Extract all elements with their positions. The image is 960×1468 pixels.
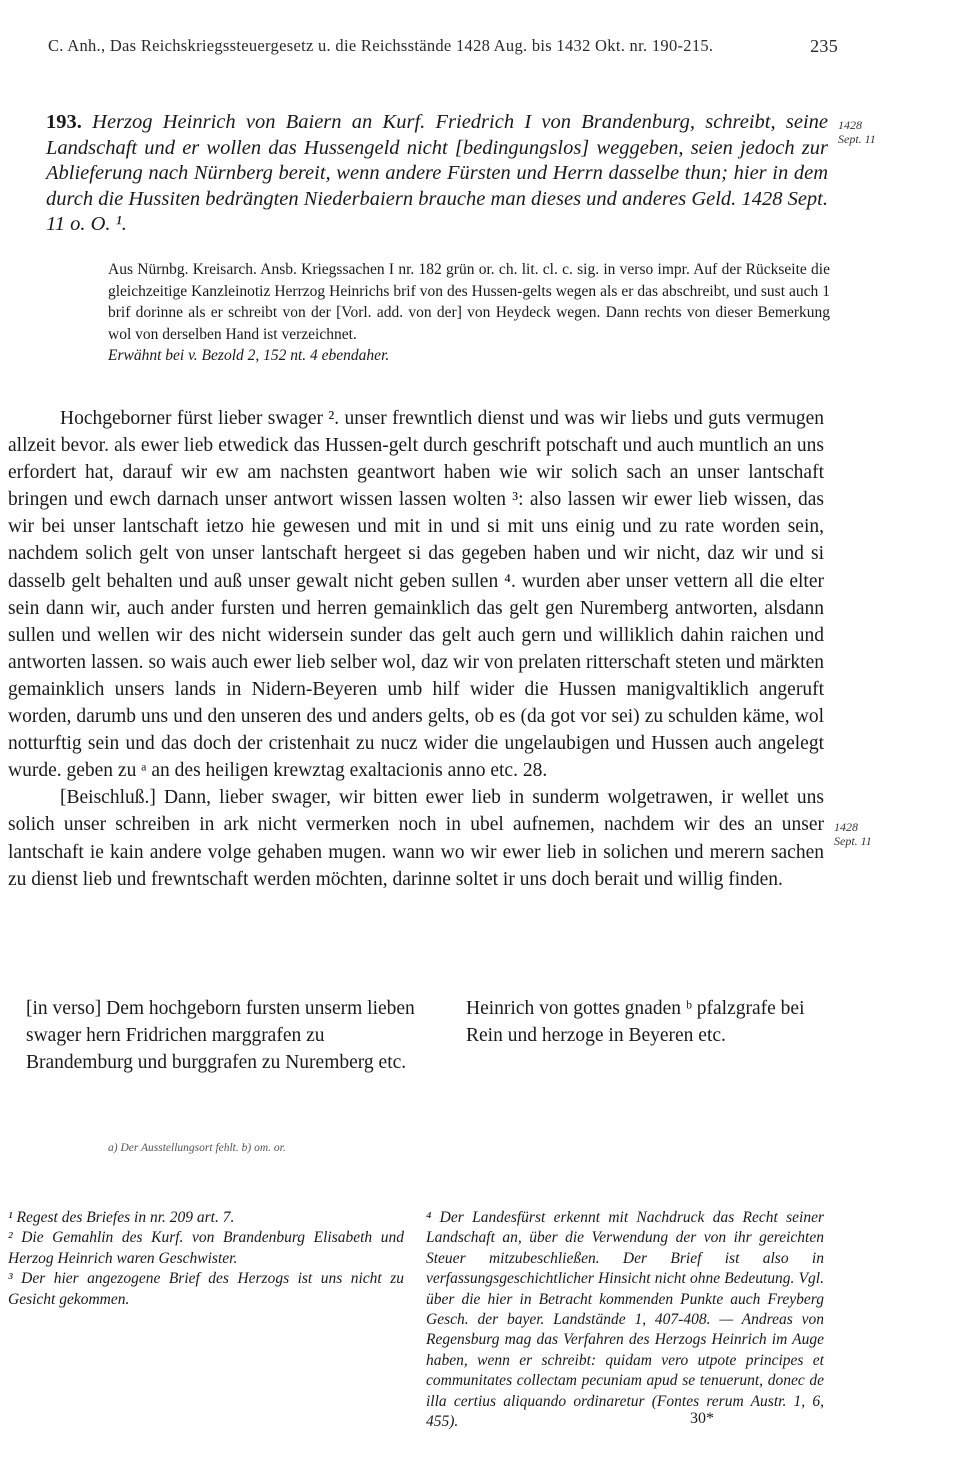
margin-date-top <box>838 118 876 146</box>
footnotes-left-column <box>8 1208 404 1310</box>
footnote-3: ³ Der hier angezogene Brief des Herzogs ist uns nicht zu Gesicht gekommen. <box>8 1270 404 1308</box>
footnotes-right-column <box>426 1208 824 1432</box>
page-number: 235 <box>810 36 838 56</box>
letter-paragraph-main: Hochgeborner fürst lieber swager ². unser frewntlich dienst und was wir liebs und guts vermugen allzeit bevor. als ewer lieb etwedick das Hussen-gelt durch geschrift potschaft und auch muntlich an uns erfordert hat, darauf wir ew am nachsten geantwort haben wie wir solich sach an unser lantschaft bringen und ewch darnach unser antwort wissen lassen wolten ³: also lassen wir ewer lieb wissen, das wir bei unser lantschaft ietzo hie gewesen und mit in und si mit uns einig und zu rate worden sein, nachdem solich gelt von unser lantschaft hergeet si das gegeben haben und wir nicht, daz wir und si dasselb gelt behalten und auß unser gewalt nicht geben sullen ⁴. wurden aber unser vettern all die elter sein dann wir, auch ander fursten und herren gemainklich das gelt gen Nuremberg antworten, alsdann sullen und wellen wir des nicht widersein sunder das gelt auch gern und williklich dahin raichen und antworten lassen. so wais auch ewer lieb selber wol, daz wir von prelaten ritterschaft steten und märkten gemainklich unsers lands in Nidern-Beyeren umb hilf wider die Hussen manigvaltiklich angeruft worden, darumb uns und den unseren des und anders gelts, ob es (da got vor sei) zu schulden käme, wol notturftig sein und das doch der cristenhait zu nucz wider die ungelaubigen und Hussen auch angelegt wurde. geben zu ᵃ an des heiligen krewztag exaltacionis anno etc. 28. <box>8 408 824 782</box>
running-head-text: C. Anh., Das Reichskriegssteuergesetz u. die Reichsstände 1428 Aug. bis 1432 Okt. nr. 190-215. <box>48 36 714 55</box>
letter-paragraph-postscript: [Beischluß.] Dann, lieber swager, wir bitten ewer lieb in sunderm wolgetrawen, ir wellet uns solich unser schreiben in ark nicht vermerken noch in ubel aufnemen, nachdem wir des an unser lantschaft ie kain andere volge gehaben mugen. wann wo wir ewer lieb in solichen und merern sachen zu dienst lieb und frewntschaft werden möchten, darinne soltet ir uns doch berait und willig finden. <box>8 787 824 890</box>
letter-body <box>8 405 824 893</box>
source-note-literature: Erwähnt bei v. Bezold 2, 152 nt. 4 ebendaher. <box>108 347 390 364</box>
regest-text: Herzog Heinrich von Baiern an Kurf. Friedrich I von Brandenburg, schreibt, seine Landschaft und er wollen das Hussengeld nicht [bedingungslos] weggeben, seien jedoch zur Ablieferung nach Nürnberg bereit, wenn andere Fürsten und Herrn dasselbe thun; hier in dem durch die Hussiten bedrängten Niederbaiern brauche man dieses und anderes Geld. 1428 Sept. 11 o. O. ¹. <box>46 111 829 235</box>
address-inscription: [in verso] Dem hochgeborn fursten unserm lieben swager hern Fridrichen marggrafen zu Brandemburg und burggrafen zu Nuremberg etc. <box>26 998 415 1073</box>
margin-date-top-year: 1428 <box>838 118 862 132</box>
document-regest <box>46 110 828 238</box>
margin-date-top-day: Sept. 11 <box>838 132 876 146</box>
source-note-archive: Aus Nürnbg. Kreisarch. Ansb. Kriegssachen I nr. 182 grün or. ch. lit. cl. c. sig. in verso impr. Auf der Rückseite die gleichzeitige Kanzleinotiz Herrzog Heinrichs brif von des Hussen-gelts wegen als er das abschreibt, und sust auch 1 brif dorinne als er schreibt von der [Vorl. add. von der] von Heydeck wegen. Dann rechts von dieser Bemerkung wol von derselben Hand ist verzeichnet. <box>108 261 830 343</box>
document-number: 193. <box>46 111 82 133</box>
footnote-1: ¹ Regest des Briefes in nr. 209 art. 7. <box>8 1209 235 1226</box>
margin-date-body-year: 1428 <box>834 820 858 834</box>
footnote-2: ² Die Gemahlin des Kurf. von Brandenburg Elisabeth und Herzog Heinrich waren Geschwister. <box>8 1229 404 1267</box>
source-note <box>108 259 830 367</box>
footnote-4: ⁴ Der Landesfürst erkennt mit Nachdruck das Recht seiner Landschaft an, über die Verwendung der von ihr gereichten Steuer mitzubeschließen. Der Brief ist also in verfassungsgeschichtlicher Hinsicht nicht ohne Bedeutung. Vgl. über die hier in Betracht kommenden Punkte auch Freyberg Gesch. der bayer. Landstände 1, 407-408. — Andreas von Regensburg mag das Verfahren des Herzogs Heinrich im Auge haben, wenn er schreibt: quidam vero utpote principes et communitates collectam pecuniam apud se tenuerunt, donec de illa certius aliquando ordinaretur (Fontes rerum Austr. 1, 6, 455). <box>426 1209 824 1431</box>
printer-signature-mark: 30* <box>690 1410 714 1427</box>
margin-date-body-day: Sept. 11 <box>834 834 872 848</box>
margin-date-body <box>834 820 872 848</box>
sender-inscription: Heinrich von gottes gnaden ᵇ pfalzgrafe bei Rein und herzoge in Beyeren etc. <box>466 998 805 1046</box>
variant-readings: a) Der Ausstellungsort fehlt. b) om. or. <box>108 1142 286 1154</box>
running-head <box>48 36 838 56</box>
